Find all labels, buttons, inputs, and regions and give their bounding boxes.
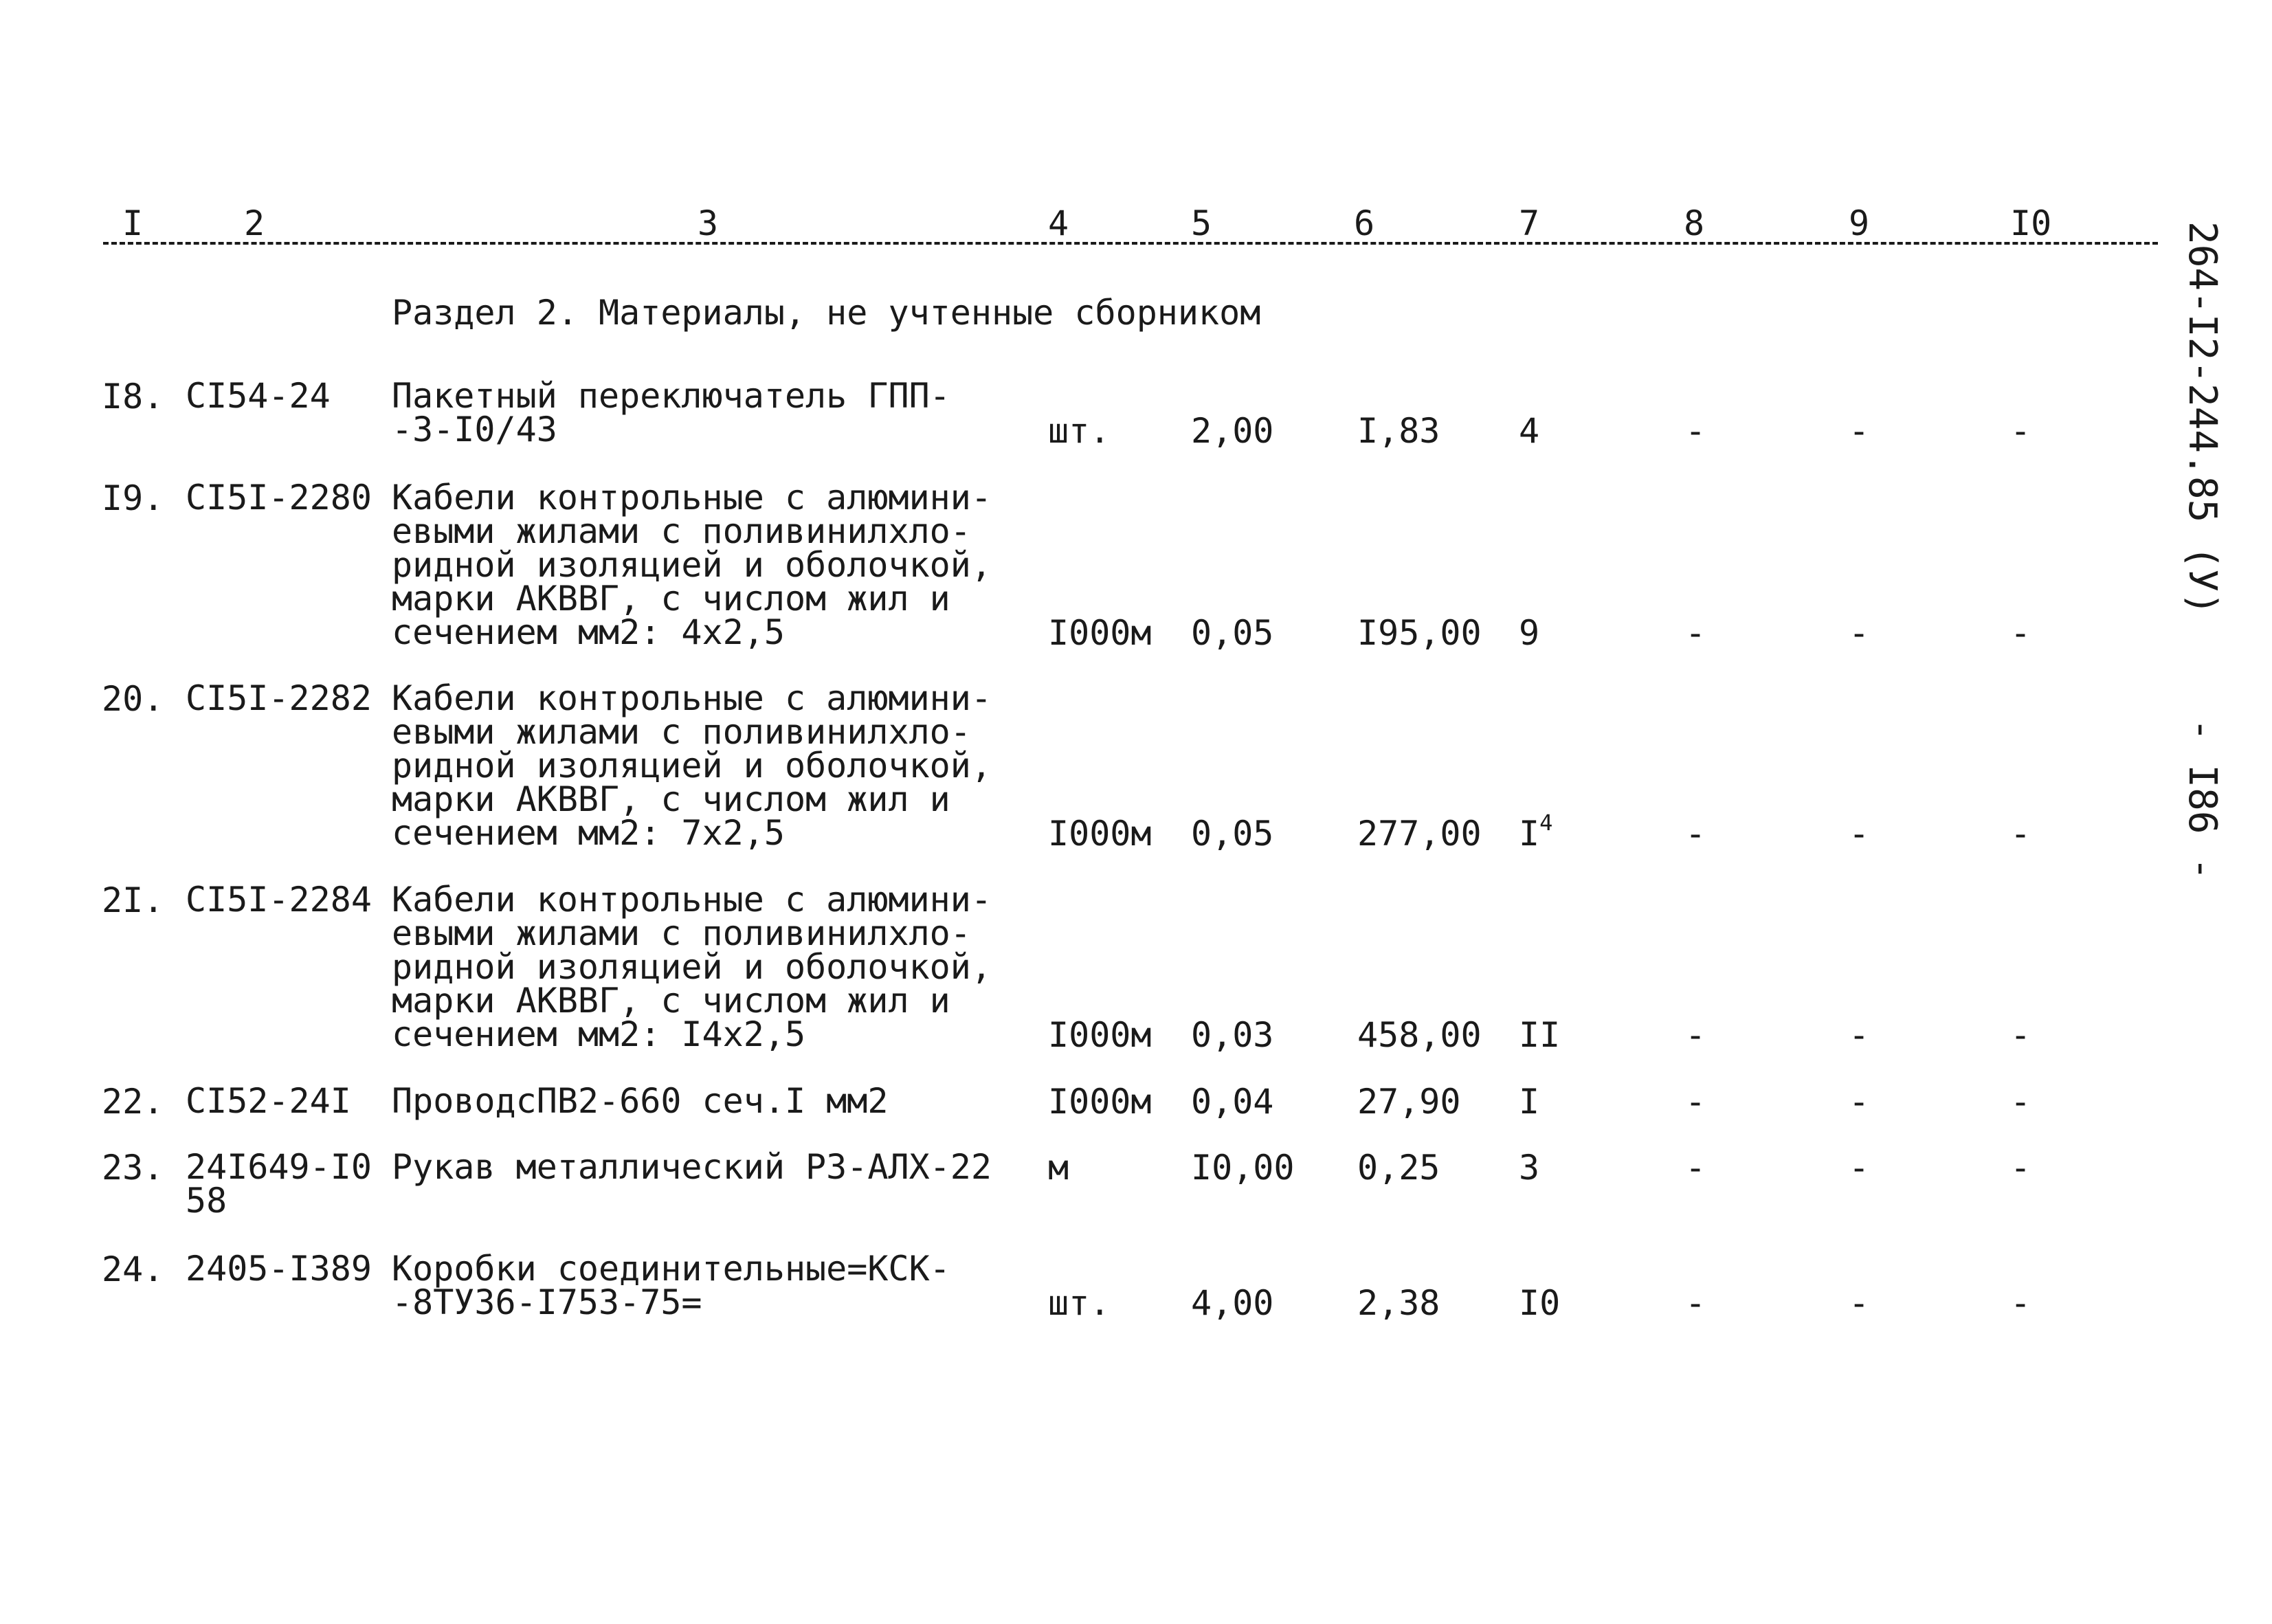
row-col10: -: [2010, 1015, 2031, 1055]
row-quantity: 4,00: [1191, 1283, 1274, 1323]
column-header-3: 3: [698, 203, 719, 243]
row-col7: 3: [1519, 1148, 1540, 1188]
row-unit: шт.: [1048, 1283, 1111, 1323]
row-description: Рукав металлический РЗ-АЛХ-22: [392, 1147, 992, 1187]
row-col7-superscript: 4: [1539, 810, 1553, 836]
column-header-6: 6: [1354, 203, 1375, 243]
row-col7: 9: [1519, 613, 1540, 653]
column-header-1: I: [122, 203, 144, 243]
row-quantity: 0,05: [1191, 613, 1274, 653]
row-description: Пакетный переключатель ГПП- -3-I0/43: [392, 376, 950, 449]
row-code: CI5I-2280: [186, 478, 372, 518]
row-code: CI5I-2282: [186, 678, 372, 718]
page-number: - I86 -: [2180, 718, 2225, 881]
row-description: Кабели контрольные с алюмини- евыми жилами с поливинилхло- ридной изоляцией и оболочкой, марки АКВВГ, с числом жил и сечением мм2: 4x2,5: [392, 478, 992, 652]
row-unit: I000м: [1048, 613, 1152, 653]
column-header-8: 8: [1684, 203, 1705, 243]
row-number: 24.: [102, 1249, 164, 1289]
column-header-4: 4: [1048, 203, 1069, 243]
row-quantity: 2,00: [1191, 411, 1274, 451]
document-code: 264-I2-244.85 (У): [2180, 221, 2225, 616]
row-unit: I000м: [1048, 814, 1152, 854]
row-number: 20.: [102, 679, 164, 719]
row-col9: -: [1849, 814, 1870, 854]
row-col9: -: [1849, 1148, 1870, 1188]
row-col9: -: [1849, 613, 1870, 653]
row-col9: -: [1849, 411, 1870, 451]
row-unit: I000м: [1048, 1015, 1152, 1055]
row-quantity: 0,04: [1191, 1082, 1274, 1122]
row-col7-value: I: [1519, 814, 1540, 854]
row-col10: -: [2010, 1148, 2031, 1188]
row-code: 24I649-I0 58: [186, 1147, 372, 1221]
row-unit: I000м: [1048, 1082, 1152, 1122]
column-header-2: 2: [244, 203, 265, 243]
row-price: 0,25: [1357, 1148, 1440, 1188]
row-unit: шт.: [1048, 411, 1111, 451]
section-title: Раздел 2. Материалы, не учтенные сборником: [392, 293, 1261, 333]
row-code: 2405-I389: [186, 1249, 372, 1289]
row-quantity: I0,00: [1191, 1148, 1295, 1188]
row-col7: I: [1519, 1082, 1540, 1122]
row-col7: II: [1519, 1015, 1561, 1055]
row-col9: -: [1849, 1082, 1870, 1122]
column-header-5: 5: [1191, 203, 1212, 243]
row-col8: -: [1685, 1283, 1706, 1323]
row-col9: -: [1849, 1283, 1870, 1323]
row-col7: I0: [1519, 1283, 1561, 1323]
row-col10: -: [2010, 1283, 2031, 1323]
row-col10: -: [2010, 814, 2031, 854]
row-col10: -: [2010, 1082, 2031, 1122]
row-col8: -: [1685, 411, 1706, 451]
row-col10: -: [2010, 613, 2031, 653]
row-unit: м: [1048, 1148, 1069, 1188]
row-col10: -: [2010, 411, 2031, 451]
column-header-9: 9: [1849, 203, 1870, 243]
header-divider: [103, 242, 2158, 245]
row-col8: -: [1685, 1015, 1706, 1055]
row-description: ПроводсПВ2-660 сеч.I мм2: [392, 1081, 889, 1121]
row-number: 23.: [102, 1148, 164, 1188]
row-description: Коробки соединительные=КСК- -8ТУ36-I753-75=: [392, 1249, 950, 1322]
row-price: I95,00: [1357, 613, 1482, 653]
row-code: CI5I-2284: [186, 880, 372, 920]
row-col8: -: [1685, 814, 1706, 854]
row-number: I9.: [102, 478, 164, 518]
row-number: 22.: [102, 1082, 164, 1122]
row-price: 27,90: [1357, 1082, 1461, 1122]
row-code: CI54-24: [186, 376, 331, 416]
row-col8: -: [1685, 1082, 1706, 1122]
column-header-7: 7: [1519, 203, 1540, 243]
row-code: CI52-24I: [186, 1081, 351, 1121]
row-price: I,83: [1357, 411, 1440, 451]
row-col8: -: [1685, 1148, 1706, 1188]
row-col7: [1519, 810, 1553, 854]
row-description: Кабели контрольные с алюмини- евыми жилами с поливинилхло- ридной изоляцией и оболочкой, марки АКВВГ, с числом жил и сечением мм2: 7x2,5: [392, 678, 992, 853]
row-number: 2I.: [102, 880, 164, 920]
row-col7: 4: [1519, 411, 1540, 451]
row-col8: -: [1685, 613, 1706, 653]
row-quantity: 0,03: [1191, 1015, 1274, 1055]
row-price: 458,00: [1357, 1015, 1482, 1055]
row-description: Кабели контрольные с алюмини- евыми жилами с поливинилхло- ридной изоляцией и оболочкой, марки АКВВГ, с числом жил и сечением мм2: I4x2,5: [392, 880, 992, 1054]
row-quantity: 0,05: [1191, 814, 1274, 854]
column-header-10: I0: [2010, 203, 2052, 243]
row-price: 277,00: [1357, 814, 1482, 854]
row-price: 2,38: [1357, 1283, 1440, 1323]
row-number: I8.: [102, 377, 164, 416]
row-col9: -: [1849, 1015, 1870, 1055]
